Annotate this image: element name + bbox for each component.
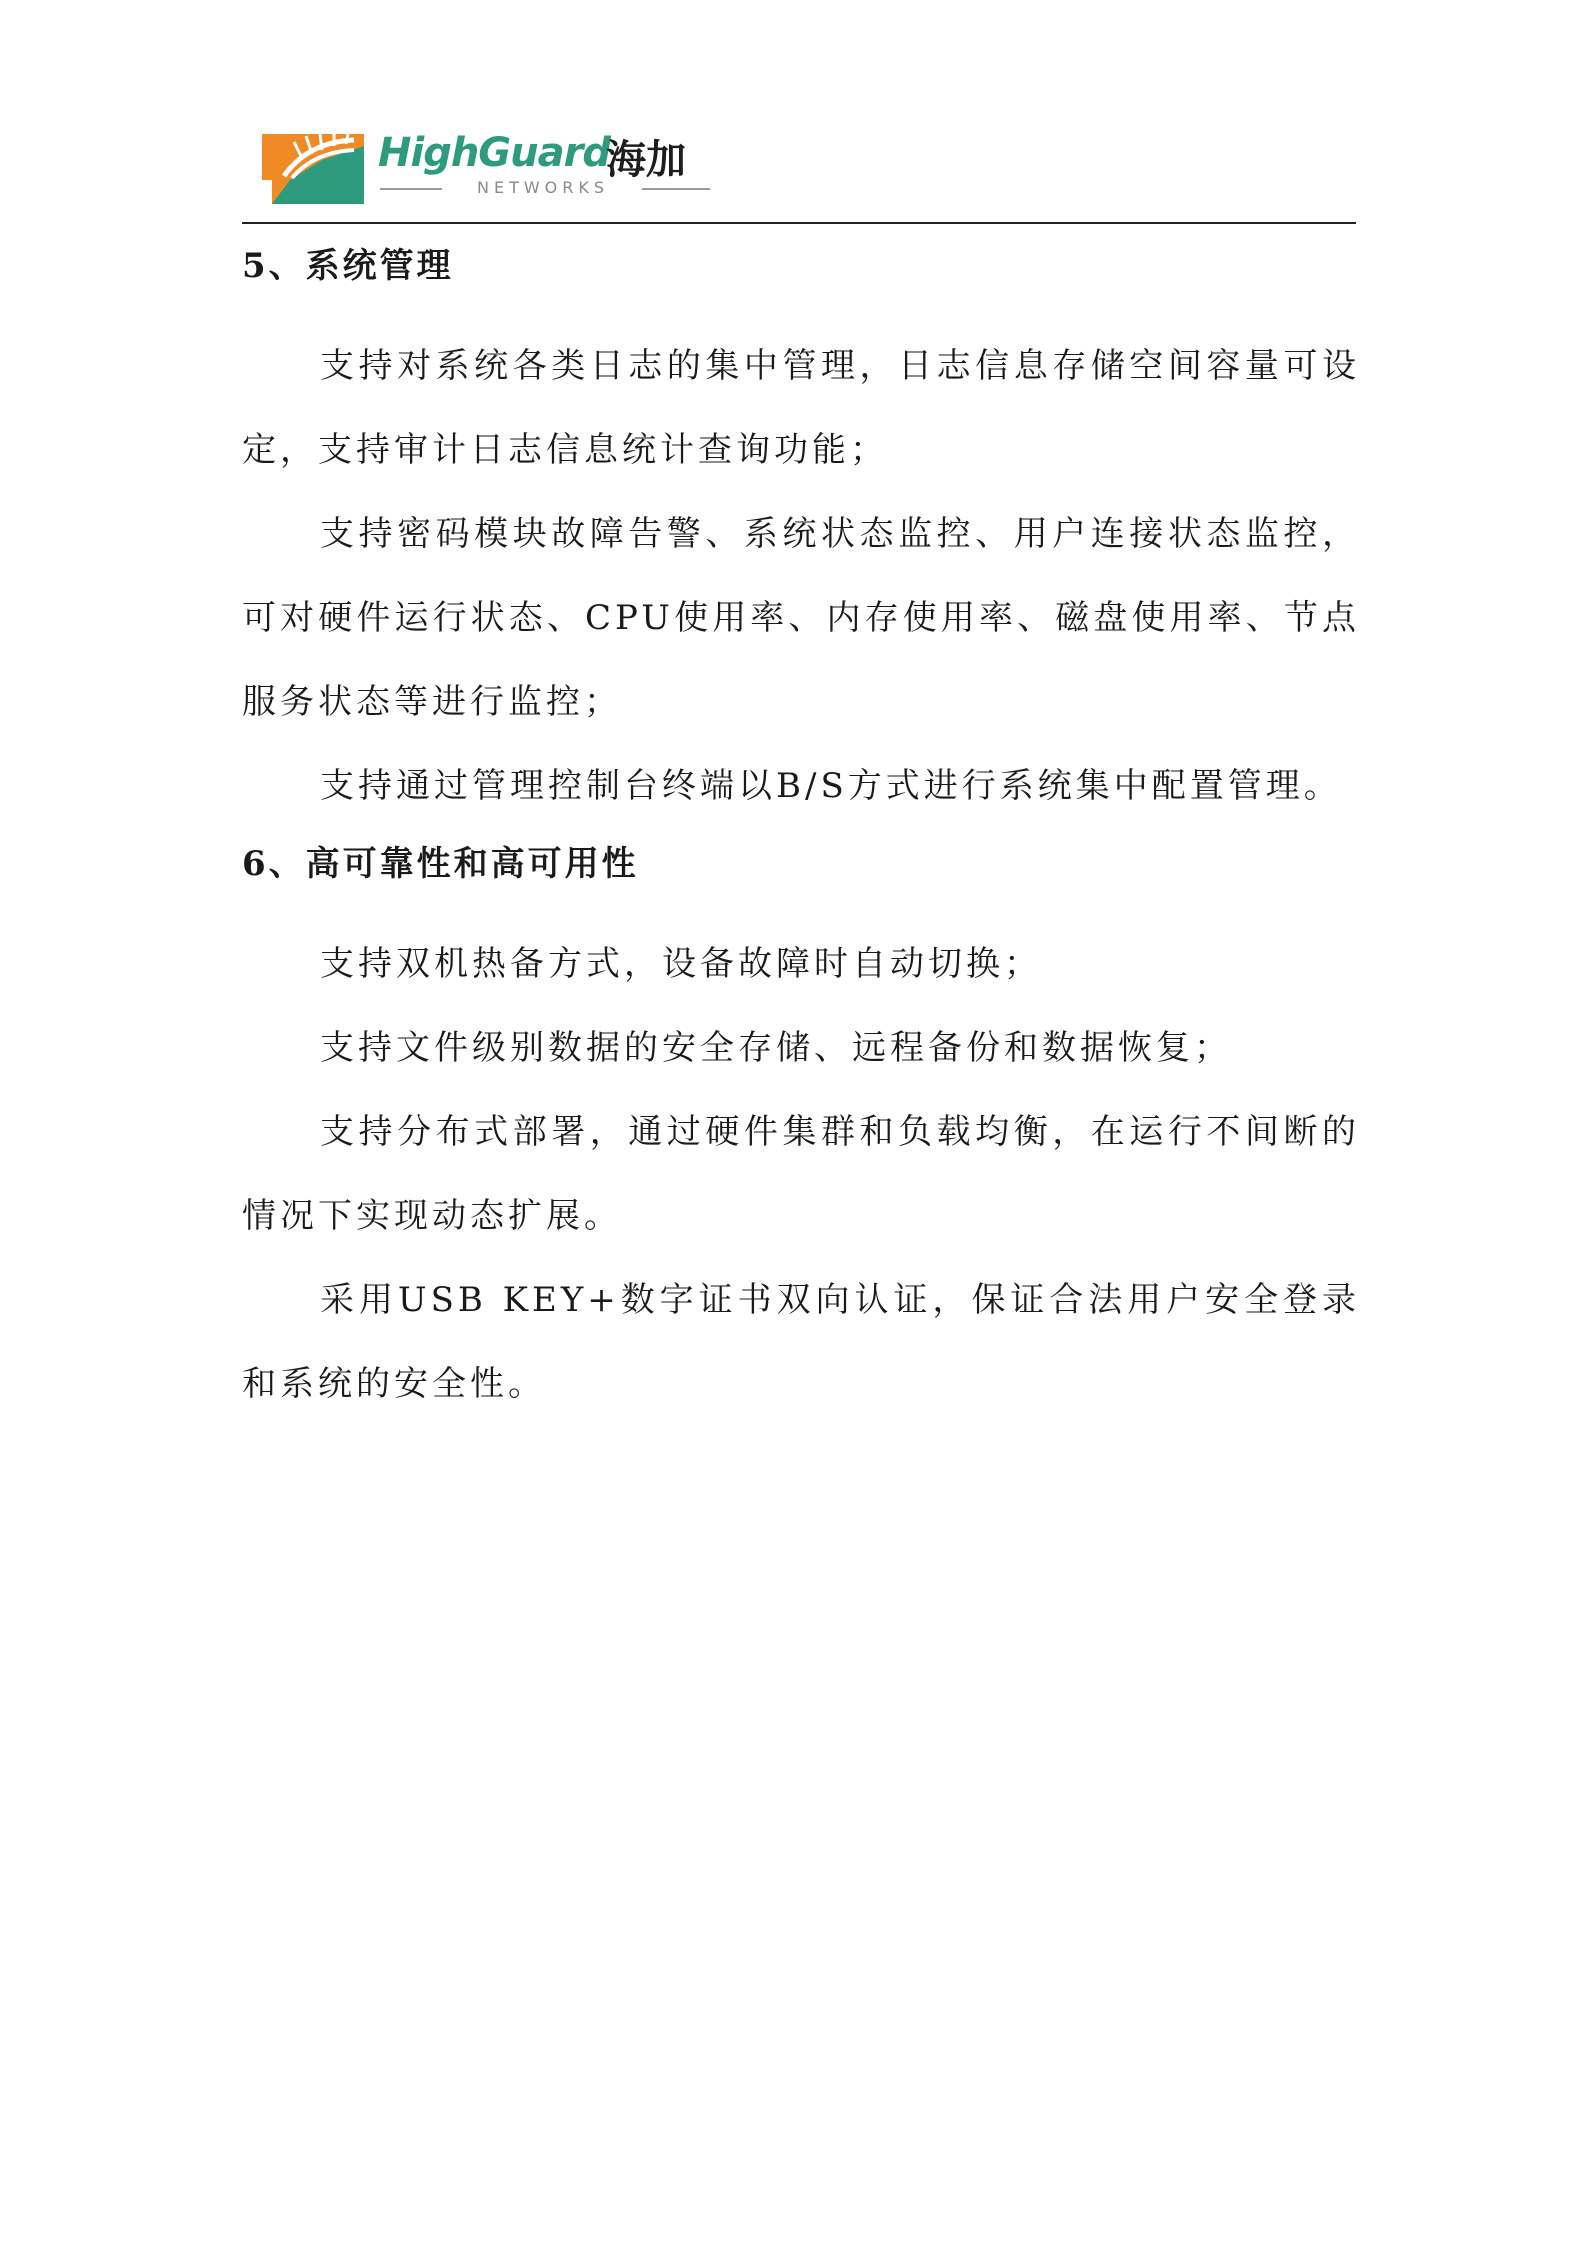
paragraph-log-management: 支持对系统各类日志的集中管理，日志信息存储空间容量可设定，支持审计日志信息统计查询功能； xyxy=(242,346,1360,470)
page-header xyxy=(262,118,722,208)
highguard-logo-icon xyxy=(262,124,364,204)
paragraph-backup: 支持文件级别数据的安全存储、远程备份和数据恢复； xyxy=(320,1028,1232,1068)
section-heading-reliability: 6、高可靠性和高可用性 xyxy=(242,844,639,884)
paragraph-bs-config: 支持通过管理控制台终端以B/S方式进行系统集中配置管理。 xyxy=(320,766,1342,806)
paragraph-usb-key-auth: 采用USB KEY+数字证书双向认证，保证合法用户安全登录和系统的安全性。 xyxy=(242,1280,1360,1404)
paragraph-distributed: 支持分布式部署，通过硬件集群和负载均衡，在运行不间断的情况下实现动态扩展。 xyxy=(242,1112,1360,1236)
logo-subtitle-line-right xyxy=(642,188,710,190)
paragraph-monitoring: 支持密码模块故障告警、系统状态监控、用户连接状态监控，可对硬件运行状态、CPU使用率、内存使用率、磁盘使用率、节点服务状态等进行监控； xyxy=(242,514,1360,722)
logo-wordmark xyxy=(378,130,610,176)
paragraph-hot-standby: 支持双机热备方式，设备故障时自动切换； xyxy=(320,944,1042,984)
logo-subtitle-line-left xyxy=(380,188,442,190)
document-body xyxy=(242,240,1360,1426)
logo-subtitle xyxy=(380,178,710,198)
logo-chinese-name: 海加 xyxy=(606,137,686,183)
header-divider xyxy=(242,222,1356,224)
section-heading-system-management: 5、系统管理 xyxy=(242,246,454,286)
logo-word-guard: Guard xyxy=(478,130,610,176)
logo-subtitle-text: NETWORKS xyxy=(476,178,610,197)
logo-word-high: High xyxy=(378,130,479,176)
